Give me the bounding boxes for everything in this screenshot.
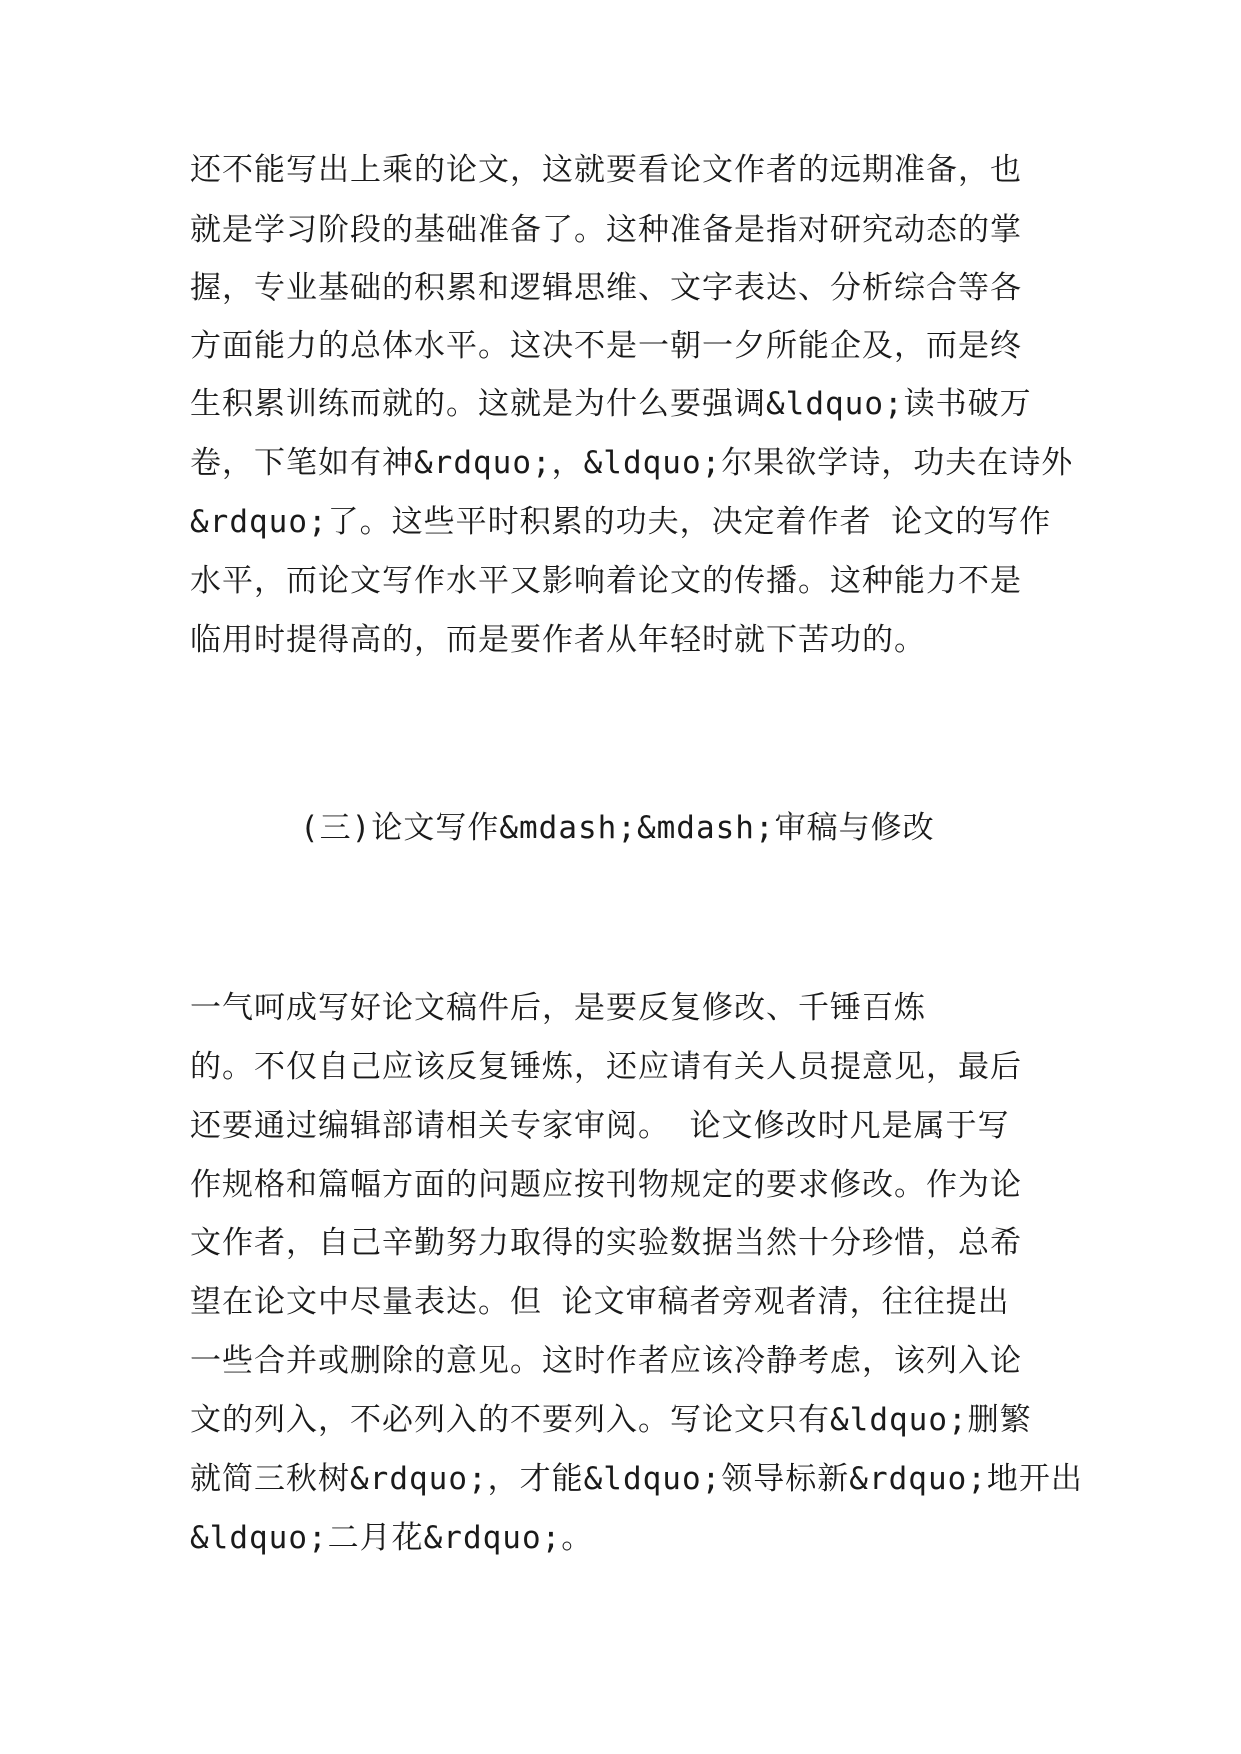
paragraph-2-line-9: 就简三秋树&rdquo;，才能&ldquo;领导标新&rdquo;地开出 bbox=[190, 1461, 1083, 1497]
paragraph-1-line-2: 就是学习阶段的基础准备了。这种准备是指对研究动态的掌 bbox=[190, 212, 1022, 248]
paragraph-1-line-3: 握，专业基础的积累和逻辑思维、文字表达、分析综合等各 bbox=[190, 270, 1022, 306]
paragraph-2-line-5: 文作者，自己辛勤努力取得的实验数据当然十分珍惜，总希 bbox=[190, 1225, 1022, 1261]
paragraph-1-line-5: 生积累训练而就的。这就是为什么要强调&ldquo;读书破万 bbox=[190, 386, 1032, 422]
paragraph-2-line-7: 一些合并或删除的意见。这时作者应该冷静考虑，该列入论 bbox=[190, 1343, 1022, 1379]
paragraph-1-line-9: 临用时提得高的，而是要作者从年轻时就下苦功的。 bbox=[190, 622, 926, 658]
paragraph-2-line-8: 文的列入，不必列入的不要列入。写论文只有&ldquo;删繁 bbox=[190, 1402, 1032, 1438]
paragraph-1-line-7: &rdquo;了。这些平时积累的功夫，决定着作者 论文的写作 bbox=[190, 504, 1052, 540]
paragraph-2-line-4: 作规格和篇幅方面的问题应按刊物规定的要求修改。作为论 bbox=[190, 1167, 1022, 1203]
paragraph-2-line-6: 望在论文中尽量表达。但 论文审稿者旁观者清，往往提出 bbox=[190, 1284, 1010, 1320]
paragraph-1-line-1: 还不能写出上乘的论文，这就要看论文作者的远期准备，也 bbox=[190, 152, 1022, 188]
paragraph-2-line-3: 还要通过编辑部请相关专家审阅。 论文修改时凡是属于写 bbox=[190, 1108, 1010, 1144]
paragraph-1-line-8: 水平，而论文写作水平又影响着论文的传播。这种能力不是 bbox=[190, 563, 1022, 599]
paragraph-2-line-10: &ldquo;二月花&rdquo;。 bbox=[190, 1520, 594, 1556]
section-heading: (三)论文写作&mdash;&mdash;审稿与修改 bbox=[300, 810, 935, 846]
paragraph-2-line-2: 的。不仅自己应该反复锤炼，还应请有关人员提意见，最后 bbox=[190, 1049, 1022, 1085]
paragraph-1-line-4: 方面能力的总体水平。这决不是一朝一夕所能企及，而是终 bbox=[190, 328, 1022, 364]
paragraph-1-line-6: 卷，下笔如有神&rdquo;，&ldquo;尔果欲学诗，功夫在诗外 bbox=[190, 445, 1074, 481]
paragraph-2-line-1: 一气呵成写好论文稿件后，是要反复修改、千锤百炼 bbox=[190, 990, 926, 1026]
